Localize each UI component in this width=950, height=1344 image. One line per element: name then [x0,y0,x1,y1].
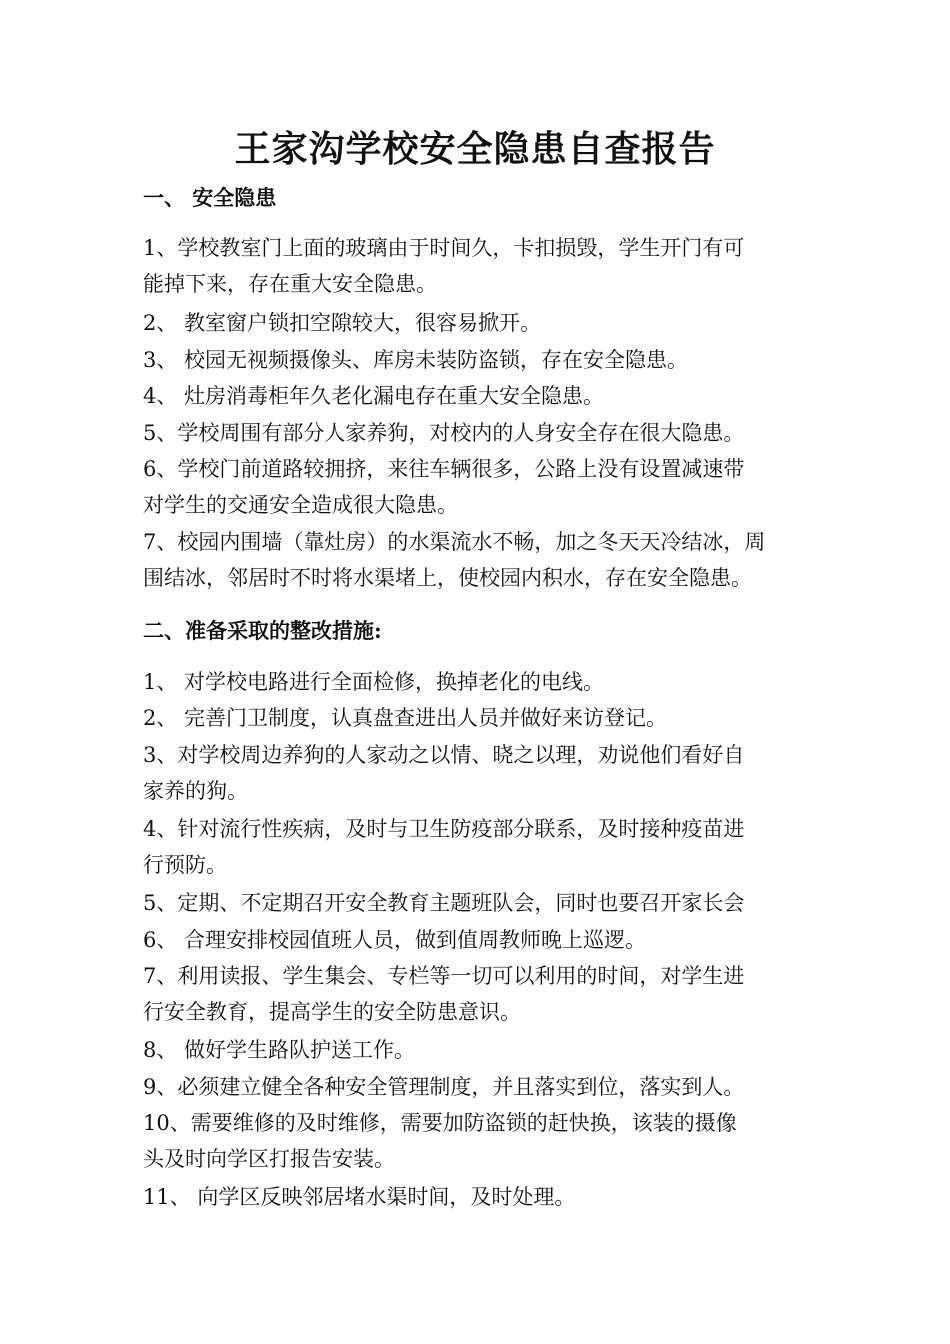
hazard-item [143,451,815,524]
text-line: 6、 合理安排校园值班人员，做到值周教师晚上巡逻。 [143,928,647,952]
text-line: 7、利用读报、学生集会、专栏等一切可以利用的时间，对学生进 [143,964,745,988]
text-line: 行安全教育，提高学生的安全防患意识。 [143,1000,521,1025]
text-line: 8、 做好学生路队护送工作。 [143,1038,416,1062]
hazard-item [143,342,815,378]
measure-item [143,885,815,921]
text-line: 2、 完善门卫制度，认真盘查进出人员并做好来访登记。 [143,706,668,730]
measure-item [143,1032,815,1068]
text-line: 头及时向学区打报告安装。 [143,1147,395,1172]
section-heading-hazards: 一、 安全隐患 [143,185,277,210]
measure-item [143,922,815,958]
text-line: 5、定期、不定期召开安全教育主题班队会，同时也要召开家长会 [143,891,745,915]
hazard-item [143,305,815,341]
text-line: 能掉下来，存在重大安全隐患。 [143,272,437,297]
measure-item [143,1105,815,1178]
text-line: 4、 灶房消毒柜年久老化漏电存在重大安全隐患。 [143,384,605,408]
measure-item [143,737,815,810]
text-line: 6、学校门前道路较拥挤，来往车辆很多，公路上没有设置减速带 [143,457,745,481]
hazard-item [143,378,815,414]
measure-item [143,1179,815,1215]
measure-item [143,811,815,884]
text-line: 1、 对学校电路进行全面检修，换掉老化的电线。 [143,670,605,694]
text-line: 对学生的交通安全造成很大隐患。 [143,493,458,518]
section-heading-measures: 二、准备采取的整改措施: [143,618,382,643]
document-title: 王家沟学校安全隐患自查报告 [234,129,716,170]
text-line: 9、必须建立健全各种安全管理制度，并且落实到位，落实到人。 [143,1075,745,1099]
hazard-item [143,415,815,451]
text-line: 1、学校教室门上面的玻璃由于时间久，卡扣损毁，学生开门有可 [143,236,745,260]
text-line: 5、学校周围有部分人家养狗，对校内的人身安全存在很大隐患。 [143,421,745,445]
text-line: 行预防。 [143,853,227,878]
text-line: 7、校园内围墙（靠灶房）的水渠流水不畅，加之冬天天冷结冰，周 [143,530,766,554]
measure-item [143,700,815,736]
hazard-item [143,524,815,597]
measure-item [143,958,815,1031]
text-line: 11、 向学区反映邻居堵水渠时间，及时处理。 [143,1185,576,1209]
text-line: 2、 教室窗户锁扣空隙较大，很容易掀开。 [143,311,542,335]
text-line: 家养的狗。 [143,779,248,804]
text-line: 围结冰，邻居时不时将水渠堵上，使校园内积水，存在安全隐患。 [143,566,752,591]
measure-item [143,664,815,700]
text-line: 4、针对流行性疾病，及时与卫生防疫部分联系，及时接种疫苗进 [143,817,745,841]
text-line: 3、对学校周边养狗的人家动之以情、晓之以理，劝说他们看好自 [143,743,745,767]
measure-item [143,1069,815,1105]
text-line: 10、需要维修的及时维修，需要加防盗锁的赶快换，该装的摄像 [143,1111,737,1135]
hazard-item [143,230,815,303]
text-line: 3、 校园无视频摄像头、库房未装防盗锁，存在安全隐患。 [143,348,689,372]
